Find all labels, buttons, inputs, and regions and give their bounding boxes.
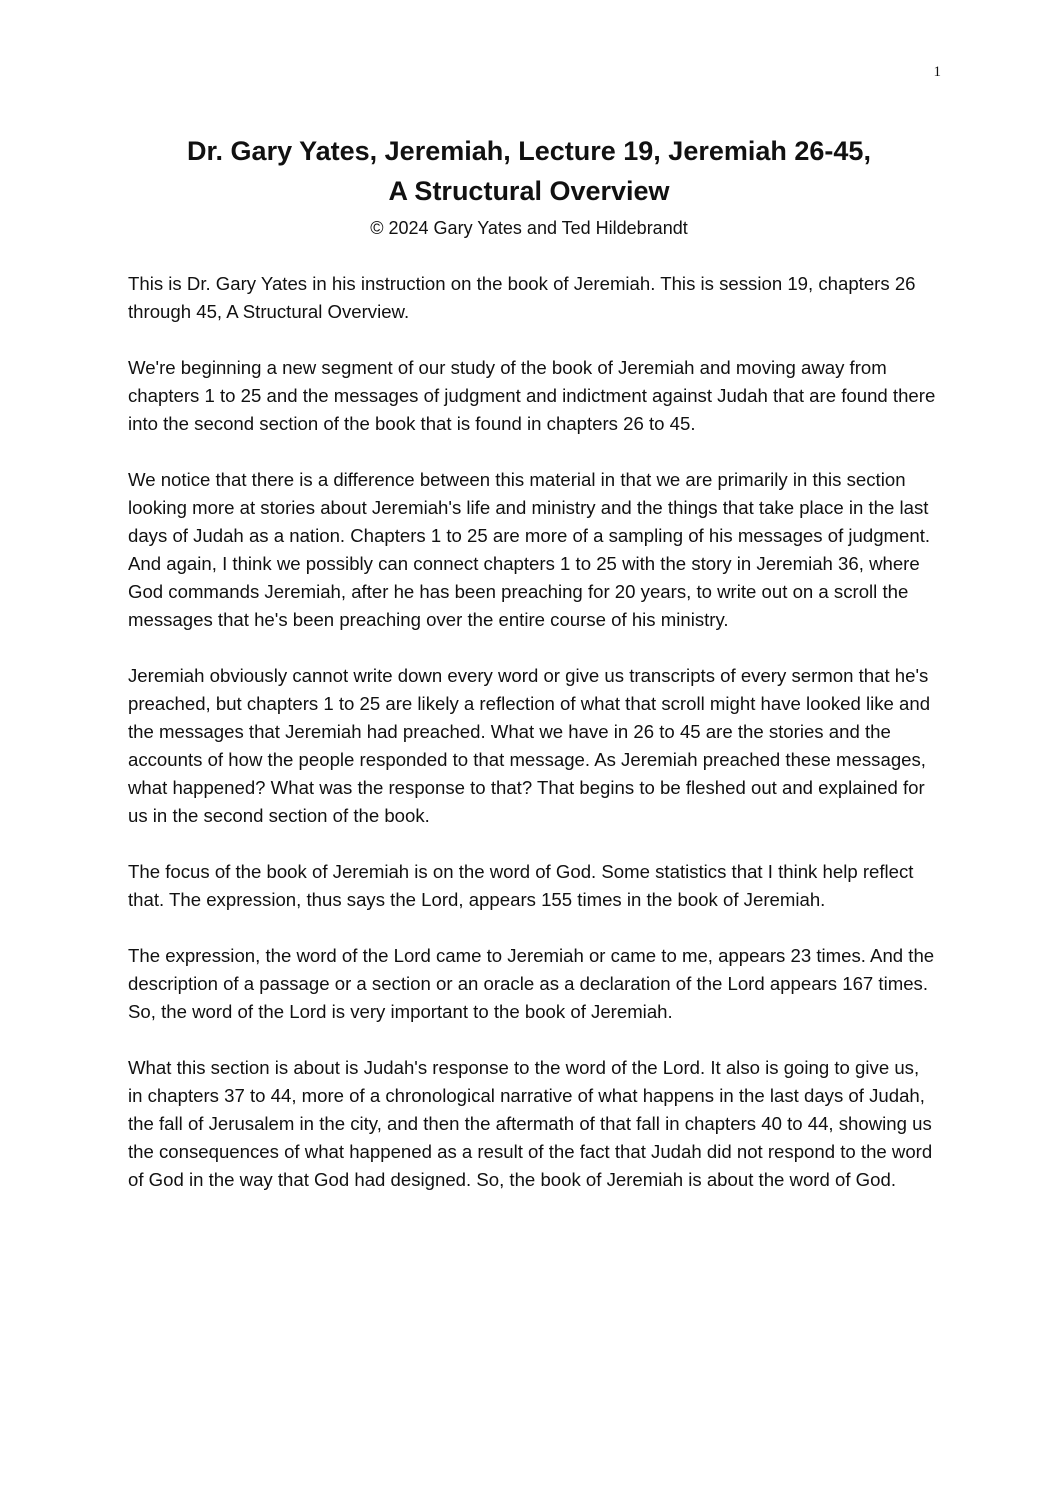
paragraph: The focus of the book of Jeremiah is on the word of God. Some statistics that I think help reflect that. The expression, thus says the Lord, appears 155 times in the book of Jeremiah. [128,861,914,910]
document-body [128,270,936,1222]
copyright-notice: © 2024 Gary Yates and Ted Hildebrandt [370,218,688,238]
paragraph: This is Dr. Gary Yates in his instruction on the book of Jeremiah. This is session 19, chapters 26 through 45, A Structural Overview. [128,273,916,322]
paragraph: The expression, the word of the Lord came to Jeremiah or came to me, appears 23 times. And the description of a passage or a section or an oracle as a declaration of the Lord appears 167 times. So, the word of the Lord is very important to the book of Jeremiah. [128,945,935,1022]
paragraph: We notice that there is a difference between this material in that we are primarily in this section looking more at stories about Jeremiah's life and ministry and the things that take place in the last days of Judah as a nation. Chapters 1 to 25 are more of a sampling of his messages of judgment. And again, I think we possibly can connect chapters 1 to 25 with the story in Jeremiah 36, where God commands Jeremiah, after he has been preaching for 20 years, to write out on a scroll the messages that he's been preaching over the entire course of his ministry. [128,469,931,630]
page-number: 1 [933,64,941,80]
title-line-1: Dr. Gary Yates, Jeremiah, Lecture 19, Jeremiah 26-45, [187,136,871,166]
paragraph: Jeremiah obviously cannot write down every word or give us transcripts of every sermon that he's preached, but chapters 1 to 25 are likely a reflection of what that scroll might have looked like and the messages that Jeremiah had preached. What we have in 26 to 45 are the stories and the accounts of how the people responded to that message. As Jeremiah preached these messages, what happened? What was the response to that? That begins to be fleshed out and explained for us in the second section of the book. [128,665,931,826]
paragraph: We're beginning a new segment of our study of the book of Jeremiah and moving away from chapters 1 to 25 and the messages of judgment and indictment against Judah that are found there into the second section of the book that is found in chapters 26 to 45. [128,357,936,434]
document-title [100,131,958,211]
title-line-2: A Structural Overview [388,176,670,206]
paragraph: What this section is about is Judah's response to the word of the Lord. It also is going to give us, in chapters 37 to 44, more of a chronological narrative of what happens in the last days of Judah, the fall of Jerusalem in the city, and then the aftermath of that fall in chapters 40 to 44, showing us the consequences of what happened as a result of the fact that Judah did not respond to the word of God in the way that God had designed. So, the book of Jeremiah is about the word of God. [128,1057,933,1190]
